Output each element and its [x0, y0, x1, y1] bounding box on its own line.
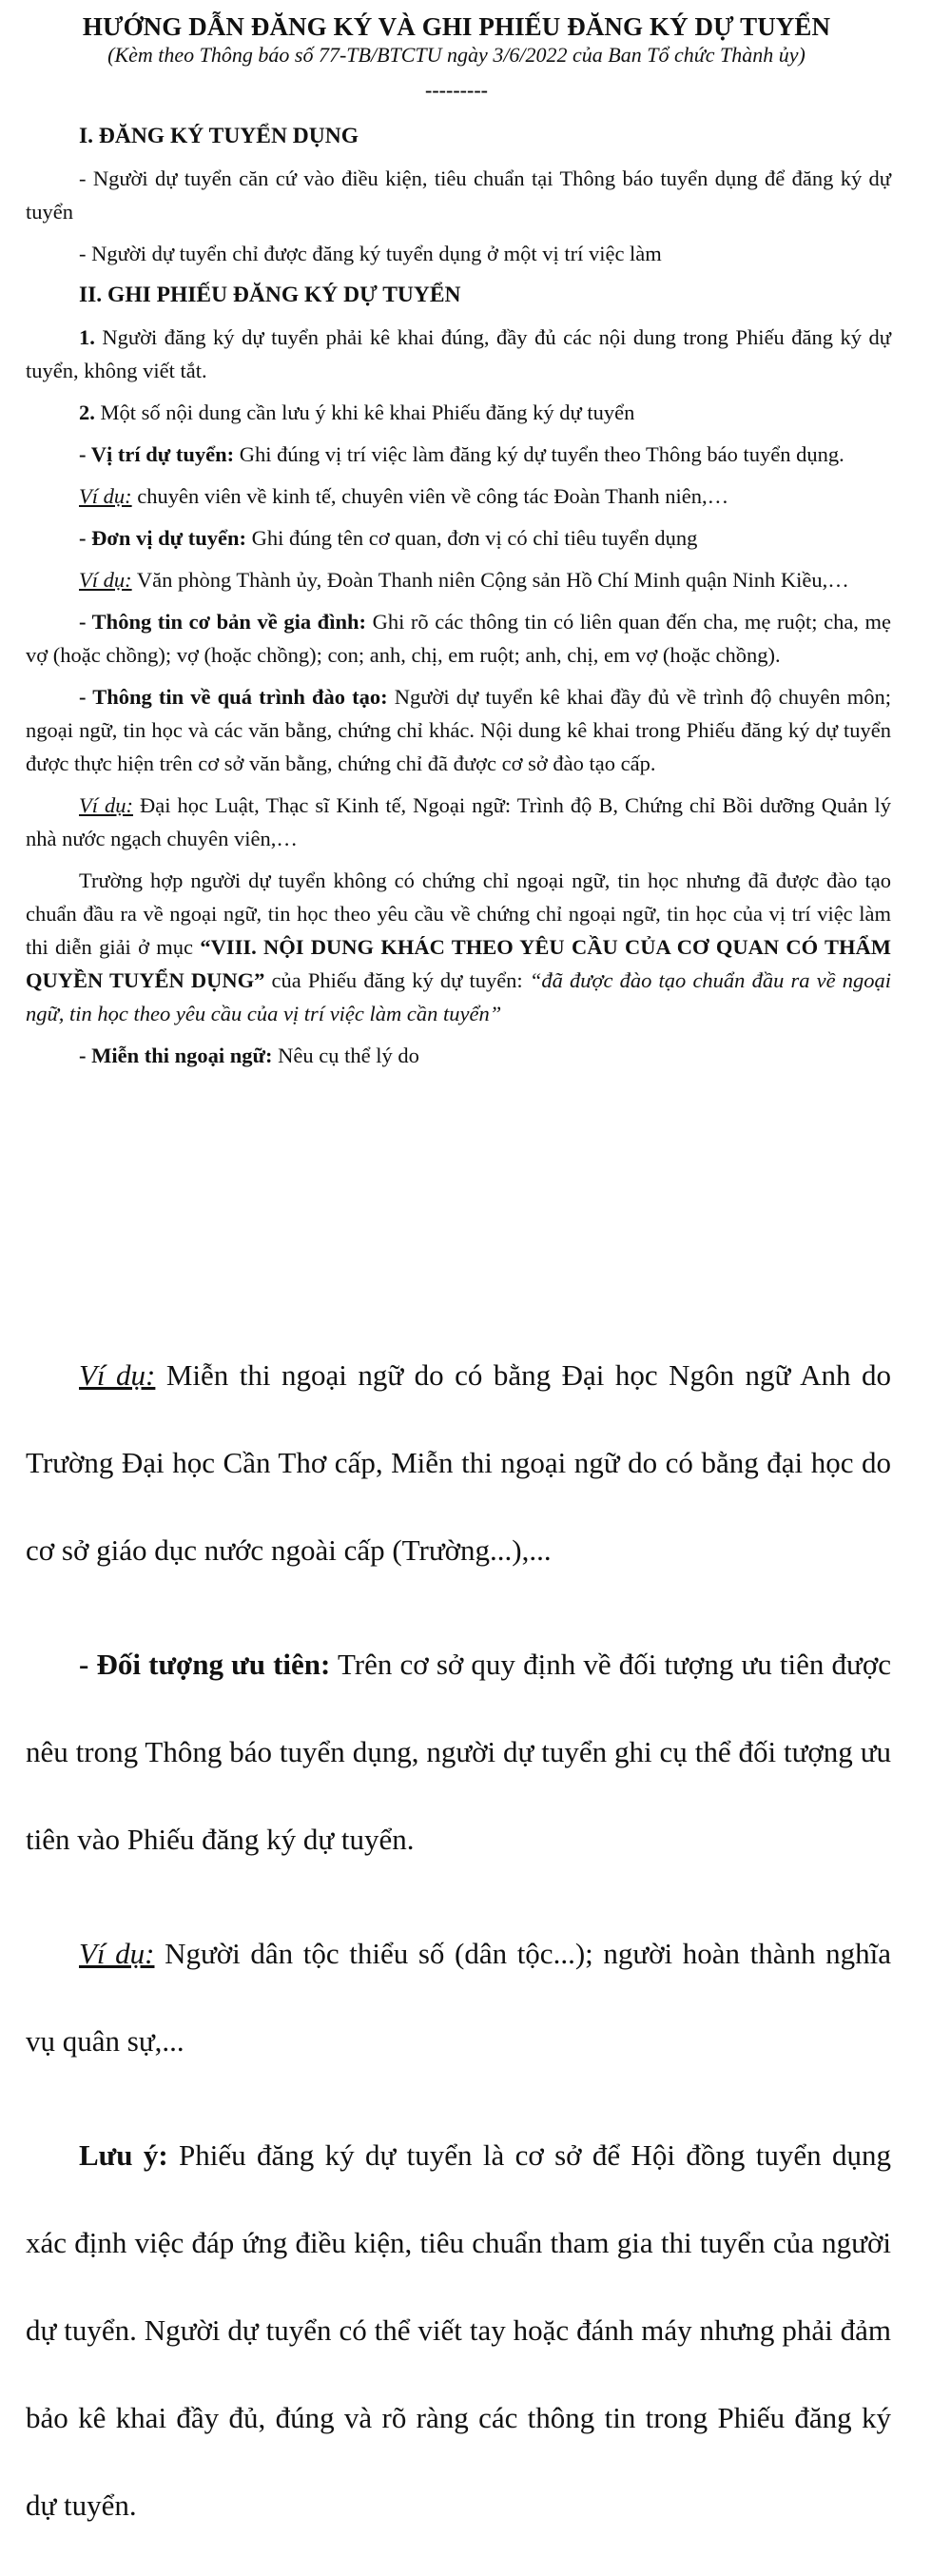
- section-reference: “VIII. NỘI DUNG KHÁC THEO YÊU CẦU CỦA CƠ QUAN CÓ THẨM QUYỀN TUYỂN DỤNG”: [26, 935, 891, 992]
- field-label: - Thông tin cơ bản về gia đình:: [79, 610, 366, 634]
- don-vi-du-tuyen: [26, 521, 891, 555]
- section-2-heading: II. GHI PHIẾU ĐĂNG KÝ DỰ TUYỂN: [79, 283, 461, 307]
- quoted-text: “đã được đào tạo chuẩn đầu ra về ngoại ngữ, tin học theo yêu cầu của vị trí việc làm cần tuyển”: [26, 968, 891, 1025]
- thong-tin-dao-tao: [26, 680, 891, 780]
- field-label: - Đơn vị dự tuyển:: [79, 526, 246, 550]
- divider: ---------: [425, 78, 488, 102]
- example-text: Người dân tộc thiểu số (dân tộc...); người hoàn thành nghĩa vụ quân sự,...: [26, 1937, 891, 2058]
- section-2-paragraph-2: [26, 396, 891, 429]
- paragraph-text: Người đăng ký dự tuyển phải kê khai đúng, đầy đủ các nội dung trong Phiếu đăng ký dự tuyển, không viết tắt.: [26, 325, 891, 382]
- note-text: Phiếu đăng ký dự tuyển là cơ sở để Hội đồng tuyển dụng xác định việc đáp ứng điều kiện, tiêu chuẩn tham gia thi tuyển của người dự tuyển. Người dự tuyển có thể viết tay hoặc đánh máy nhưng phải đảm bảo kê khai đầy đủ, đúng và rõ ràng các thông tin trong Phiếu đăng ký dự tuyển.: [26, 2138, 891, 2522]
- section-1-item-1: - Người dự tuyển căn cứ vào điều kiện, tiêu chuẩn tại Thông báo tuyển dụng để đăng ký dự tuyển: [26, 166, 891, 224]
- paragraph-text: Một số nội dung cần lưu ý khi kê khai Phiếu đăng ký dự tuyển: [94, 400, 635, 424]
- example-text: chuyên viên về kinh tế, chuyên viên về công tác Đoàn Thanh niên,…: [131, 484, 729, 508]
- field-text: Người dự tuyển kê khai đầy đủ về trình độ chuyên môn; ngoại ngữ, tin học và các văn bằng, chứng chỉ khác. Nội dung kê khai trong Phiếu đăng ký dự tuyển được thực hiện trên cơ sở văn bằng, chứng chỉ đã được cơ sở đào tạo cấp.: [26, 685, 891, 775]
- paragraph-number: 1.: [79, 325, 95, 349]
- example-label: Ví dụ:: [79, 1937, 155, 1970]
- truong-hop-paragraph: [26, 864, 891, 1030]
- uu-tien-example: [26, 1910, 891, 2085]
- document-body-upper: [26, 120, 891, 1081]
- example-text: Đại học Luật, Thạc sĩ Kinh tế, Ngoại ngữ: Trình độ B, Chứng chỉ Bồi dưỡng Quản lý nhà nước ngạch chuyên viên,…: [26, 793, 891, 850]
- section-1-heading: I. ĐĂNG KÝ TUYỂN DỤNG: [79, 124, 359, 148]
- section-2-paragraph-1: [26, 321, 891, 387]
- field-text: Trên cơ sở quy định về đối tượng ưu tiên được nêu trong Thông báo tuyển dụng, người dự tuyển ghi cụ thể đối tượng ưu tiên vào Phiếu đăng ký dự tuyển.: [26, 1648, 891, 1856]
- vi-tri-du-tuyen: [26, 438, 891, 471]
- note-label: Lưu ý:: [79, 2138, 168, 2172]
- field-text: Ghi đúng vị trí việc làm đăng ký dự tuyển theo Thông báo tuyển dụng.: [234, 442, 844, 466]
- mien-thi-ngoai-ngu: [26, 1039, 891, 1072]
- field-label: - Miễn thi ngoại ngữ:: [79, 1044, 273, 1067]
- field-label: - Vị trí dự tuyển:: [79, 442, 235, 466]
- field-text: Ghi đúng tên cơ quan, đơn vị có chỉ tiêu tuyển dụng: [245, 526, 698, 550]
- field-text: Nêu cụ thể lý do: [272, 1044, 419, 1067]
- don-vi-example: [26, 563, 891, 596]
- vi-tri-example: [26, 479, 891, 513]
- example-text: Văn phòng Thành ủy, Đoàn Thanh niên Cộng sản Hồ Chí Minh quận Ninh Kiều,…: [131, 568, 849, 592]
- luu-y-note: [26, 2112, 891, 2549]
- doi-tuong-uu-tien: [26, 1621, 891, 1883]
- document-subtitle: (Kèm theo Thông báo số 77-TB/BTCTU ngày 3/6/2022 của Ban Tổ chức Thành ủy): [107, 43, 805, 67]
- paragraph-text: Trường hợp người dự tuyển không có chứng chỉ ngoại ngữ, tin học nhưng đã được đào tạo chuẩn đầu ra về ngoại ngữ, tin học theo yêu cầu về chứng chỉ ngoại ngữ, tin học của vị trí việc làm thi diễn giải ở mục: [26, 868, 891, 959]
- mien-thi-example: [26, 1332, 891, 1594]
- thong-tin-gia-dinh: [26, 605, 891, 672]
- field-text: Ghi rõ các thông tin có liên quan đến cha, mẹ ruột; cha, mẹ vợ (hoặc chồng); vợ (hoặc chồng); con; anh, chị, em ruột; anh, chị, em vợ (hoặc chồng).: [26, 610, 892, 667]
- example-label: Ví dụ:: [79, 1358, 156, 1392]
- example-label: Ví dụ:: [79, 793, 133, 817]
- example-label: Ví dụ:: [79, 568, 132, 592]
- field-label: - Đối tượng ưu tiên:: [79, 1648, 331, 1681]
- paragraph-text: của Phiếu đăng ký dự tuyển:: [264, 968, 530, 992]
- dao-tao-example: [26, 789, 891, 855]
- paragraph-number: 2.: [79, 400, 95, 424]
- field-label: - Thông tin về quá trình đào tạo:: [79, 685, 388, 709]
- example-label: Ví dụ:: [79, 484, 132, 508]
- document-title: HƯỚNG DẪN ĐĂNG KÝ VÀ GHI PHIẾU ĐĂNG KÝ DỰ TUYỂN: [82, 12, 831, 41]
- example-text: Miễn thi ngoại ngữ do có bằng Đại học Ngôn ngữ Anh do Trường Đại học Cần Thơ cấp, Miễn thi ngoại ngữ do có bằng đại học do cơ sở giáo dục nước ngoài cấp (Trường...),...: [26, 1358, 891, 1567]
- document-body-lower: [26, 1332, 891, 2576]
- section-1-item-2: - Người dự tuyển chỉ được đăng ký tuyển dụng ở một vị trí việc làm: [79, 242, 662, 265]
